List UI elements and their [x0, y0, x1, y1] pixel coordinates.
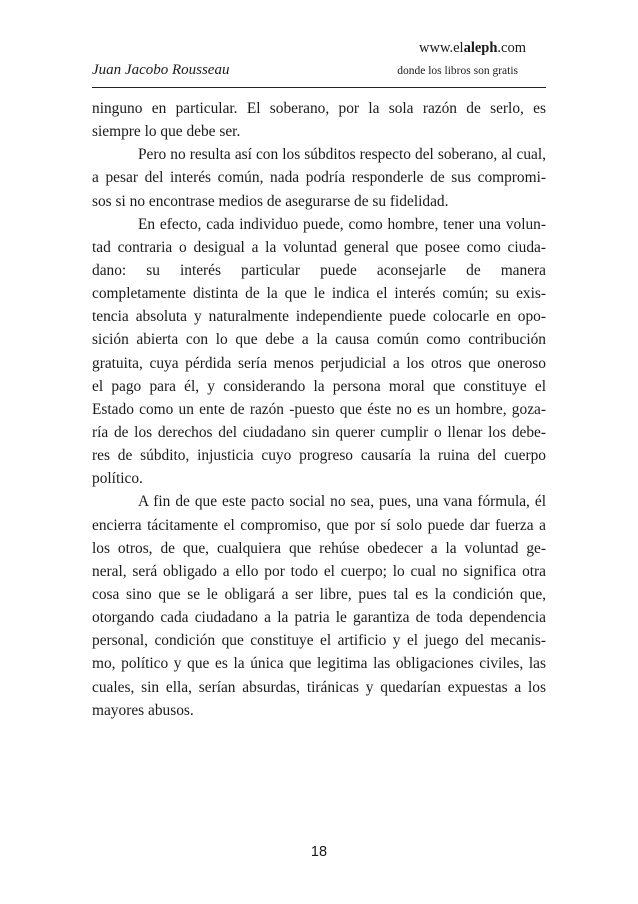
- text-line-content: res de súbdito, injusticia cuyo progreso causaría la ruina del cuerpo: [92, 447, 546, 465]
- text-line-content: los otros, de que, cualquiera que rehúse obedecer a la voluntad ge-: [92, 539, 546, 557]
- text-line: [92, 190, 546, 213]
- text-line-content: mo, político y que es la única que legitima las obligaciones civiles, las: [92, 655, 546, 673]
- header-rule: [92, 87, 546, 88]
- text-line-content: tad contraria o desigual a la voluntad general que posee como ciuda-: [92, 238, 546, 256]
- text-line: [92, 166, 546, 189]
- text-line-content: ría de los derechos del ciudadano sin querer cumplir o llenar los debe-: [92, 423, 546, 441]
- text-line: [92, 652, 546, 675]
- text-line-content: sición abierta con lo que debe a la causa común como contribución: [92, 331, 546, 349]
- page-number: 18: [310, 844, 328, 860]
- text-line: [92, 467, 546, 490]
- text-line: [92, 97, 546, 120]
- text-line-content: Estado como un ente de razón -puesto que éste no es un hombre, goza-: [92, 400, 546, 418]
- site-url-brand: aleph: [463, 40, 498, 56]
- author-name: Juan Jacobo Rousseau: [92, 62, 230, 78]
- text-line: [92, 143, 546, 166]
- text-line: [92, 537, 546, 560]
- text-line: [92, 305, 546, 328]
- text-line-content: neral, será obligado a ello por todo el cuerpo; lo cual no significa otra: [92, 562, 546, 580]
- text-line: [92, 444, 546, 467]
- text-line-content: ninguno en particular. El soberano, por la sola razón de serlo, es: [92, 100, 546, 117]
- text-line-content: personal, condición que constituye el artificio y el juego del mecanis-: [92, 632, 546, 650]
- text-line: [92, 421, 546, 444]
- text-line: [92, 490, 546, 513]
- text-line: [92, 583, 546, 606]
- text-line-content: En efecto, cada individuo puede, como hombre, tener una volun-: [138, 215, 546, 233]
- text-line: [92, 606, 546, 629]
- text-line: [92, 398, 546, 421]
- site-url-prefix: www.el: [419, 40, 464, 56]
- text-line-content: completamente distinta de la que le indica el interés común; su exis-: [92, 285, 546, 303]
- text-line-content: mayores abusos.: [92, 701, 194, 719]
- text-line-content: siempre lo que debe ser.: [92, 123, 241, 141]
- body-text: [92, 97, 546, 722]
- text-line-content: a pesar del interés común, nada podría responderle de sus compromi-: [92, 169, 546, 187]
- page-header: [92, 40, 546, 86]
- text-line-content: gratuita, cuya pérdida sería menos perjudicial a los otros que oneroso: [92, 354, 546, 372]
- site-url[interactable]: [419, 40, 526, 57]
- text-line-content: dano: su interés particular puede aconsejarle de manera: [92, 261, 546, 279]
- site-tagline: donde los libros son gratis: [397, 65, 518, 77]
- text-line-content: otorgando cada ciudadano a la patria le garantiza de toda dependencia: [92, 609, 546, 627]
- text-line-content: encierra tácitamente el compromiso, que por sí solo puede dar fuerza a: [92, 516, 546, 534]
- text-line: [92, 328, 546, 351]
- text-line: [92, 282, 546, 305]
- text-line: [92, 375, 546, 398]
- text-line: [92, 259, 546, 282]
- text-line: [92, 514, 546, 537]
- text-line-content: cosa sino que se le obligará a ser libre, pues tal es la condición que,: [92, 585, 546, 603]
- site-url-suffix: .com: [497, 40, 526, 56]
- text-line: [92, 352, 546, 375]
- text-line-content: el pago para él, y considerando la persona moral que constituye el: [92, 377, 546, 395]
- text-line: [92, 676, 546, 699]
- text-line-content: cuales, sin ella, serían absurdas, tiránicas y quedarían expuestas a los: [92, 678, 546, 696]
- text-line-content: político.: [92, 470, 143, 488]
- text-line: [92, 236, 546, 259]
- text-line: [92, 120, 546, 143]
- text-line: [92, 629, 546, 652]
- text-line-content: tencia absoluta y naturalmente independiente puede colocarle en opo-: [92, 308, 546, 326]
- text-line: [92, 560, 546, 583]
- text-line-content: sos si no encontrase medios de asegurarse de su fidelidad.: [92, 192, 449, 210]
- text-line-content: Pero no resulta así con los súbditos respecto del soberano, al cual,: [138, 146, 546, 164]
- text-line-content: A fin de que este pacto social no sea, pues, una vana fórmula, él: [138, 493, 546, 511]
- text-line: [92, 213, 546, 236]
- text-line: [92, 699, 546, 722]
